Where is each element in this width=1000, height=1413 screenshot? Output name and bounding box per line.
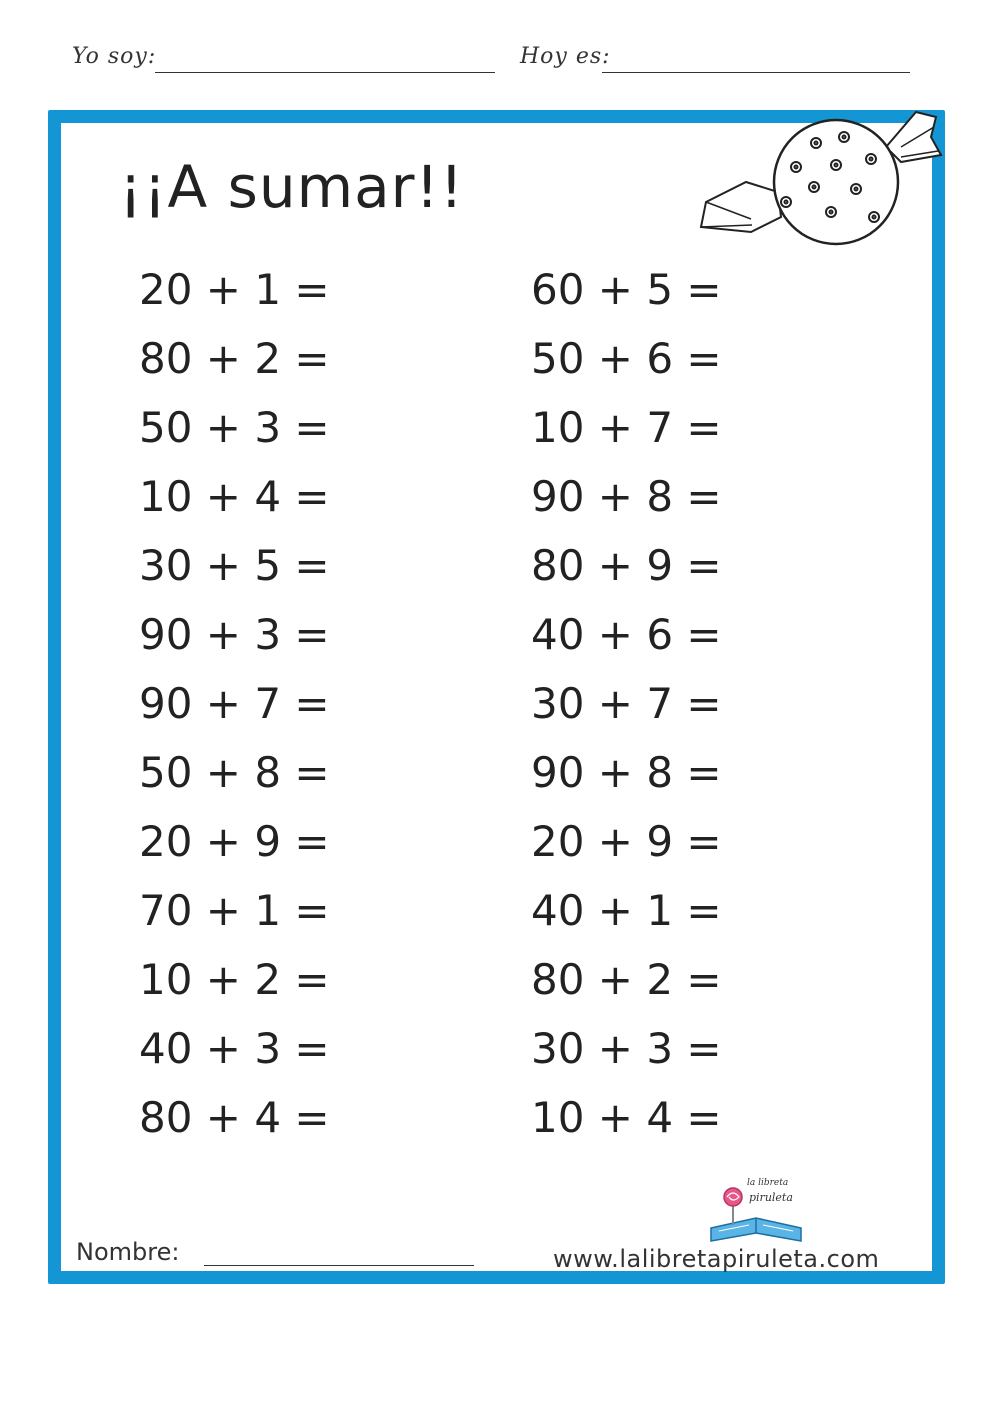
right-column	[531, 255, 722, 1152]
name-field-line[interactable]	[204, 1265, 474, 1266]
date-label: Hoy es:	[520, 44, 611, 69]
name-field-label: Nombre:	[76, 1238, 180, 1266]
equation-right-10: 40 + 1 =	[531, 886, 722, 935]
equation-right-6: 40 + 6 =	[531, 610, 722, 659]
candy-icon	[686, 107, 946, 257]
equation-right-12: 30 + 3 =	[531, 1024, 722, 1073]
equation-right-1: 60 + 5 =	[531, 265, 722, 314]
name-line[interactable]	[155, 72, 495, 73]
left-column	[139, 255, 330, 1152]
equation-left-4: 10 + 4 =	[139, 472, 330, 521]
date-line[interactable]	[602, 72, 910, 73]
equation-right-4: 90 + 8 =	[531, 472, 722, 521]
header-row	[0, 44, 1000, 84]
equation-left-12: 40 + 3 =	[139, 1024, 330, 1073]
equation-left-5: 30 + 5 =	[139, 541, 330, 590]
equation-right-13: 10 + 4 =	[531, 1093, 722, 1142]
equation-left-7: 90 + 7 =	[139, 679, 330, 728]
equation-left-1: 20 + 1 =	[139, 265, 330, 314]
equation-left-2: 80 + 2 =	[139, 334, 330, 383]
logo-text-2: piruleta	[749, 1191, 793, 1204]
equation-right-8: 90 + 8 =	[531, 748, 722, 797]
equation-right-11: 80 + 2 =	[531, 955, 722, 1004]
lollipop-book-logo	[701, 1173, 821, 1253]
name-label: Yo soy:	[72, 44, 157, 69]
equation-left-6: 90 + 3 =	[139, 610, 330, 659]
equation-left-9: 20 + 9 =	[139, 817, 330, 866]
equation-right-3: 10 + 7 =	[531, 403, 722, 452]
equation-left-13: 80 + 4 =	[139, 1093, 330, 1142]
worksheet-frame	[48, 110, 945, 1284]
website-url: www.lalibretapiruleta.com	[553, 1245, 880, 1273]
equation-left-10: 70 + 1 =	[139, 886, 330, 935]
logo-text-1: la libreta	[747, 1178, 789, 1188]
equation-right-2: 50 + 6 =	[531, 334, 722, 383]
worksheet-title: ¡¡A sumar!!	[119, 153, 464, 221]
equation-right-9: 20 + 9 =	[531, 817, 722, 866]
equation-right-7: 30 + 7 =	[531, 679, 722, 728]
equation-left-8: 50 + 8 =	[139, 748, 330, 797]
equation-left-11: 10 + 2 =	[139, 955, 330, 1004]
equation-left-3: 50 + 3 =	[139, 403, 330, 452]
equation-right-5: 80 + 9 =	[531, 541, 722, 590]
